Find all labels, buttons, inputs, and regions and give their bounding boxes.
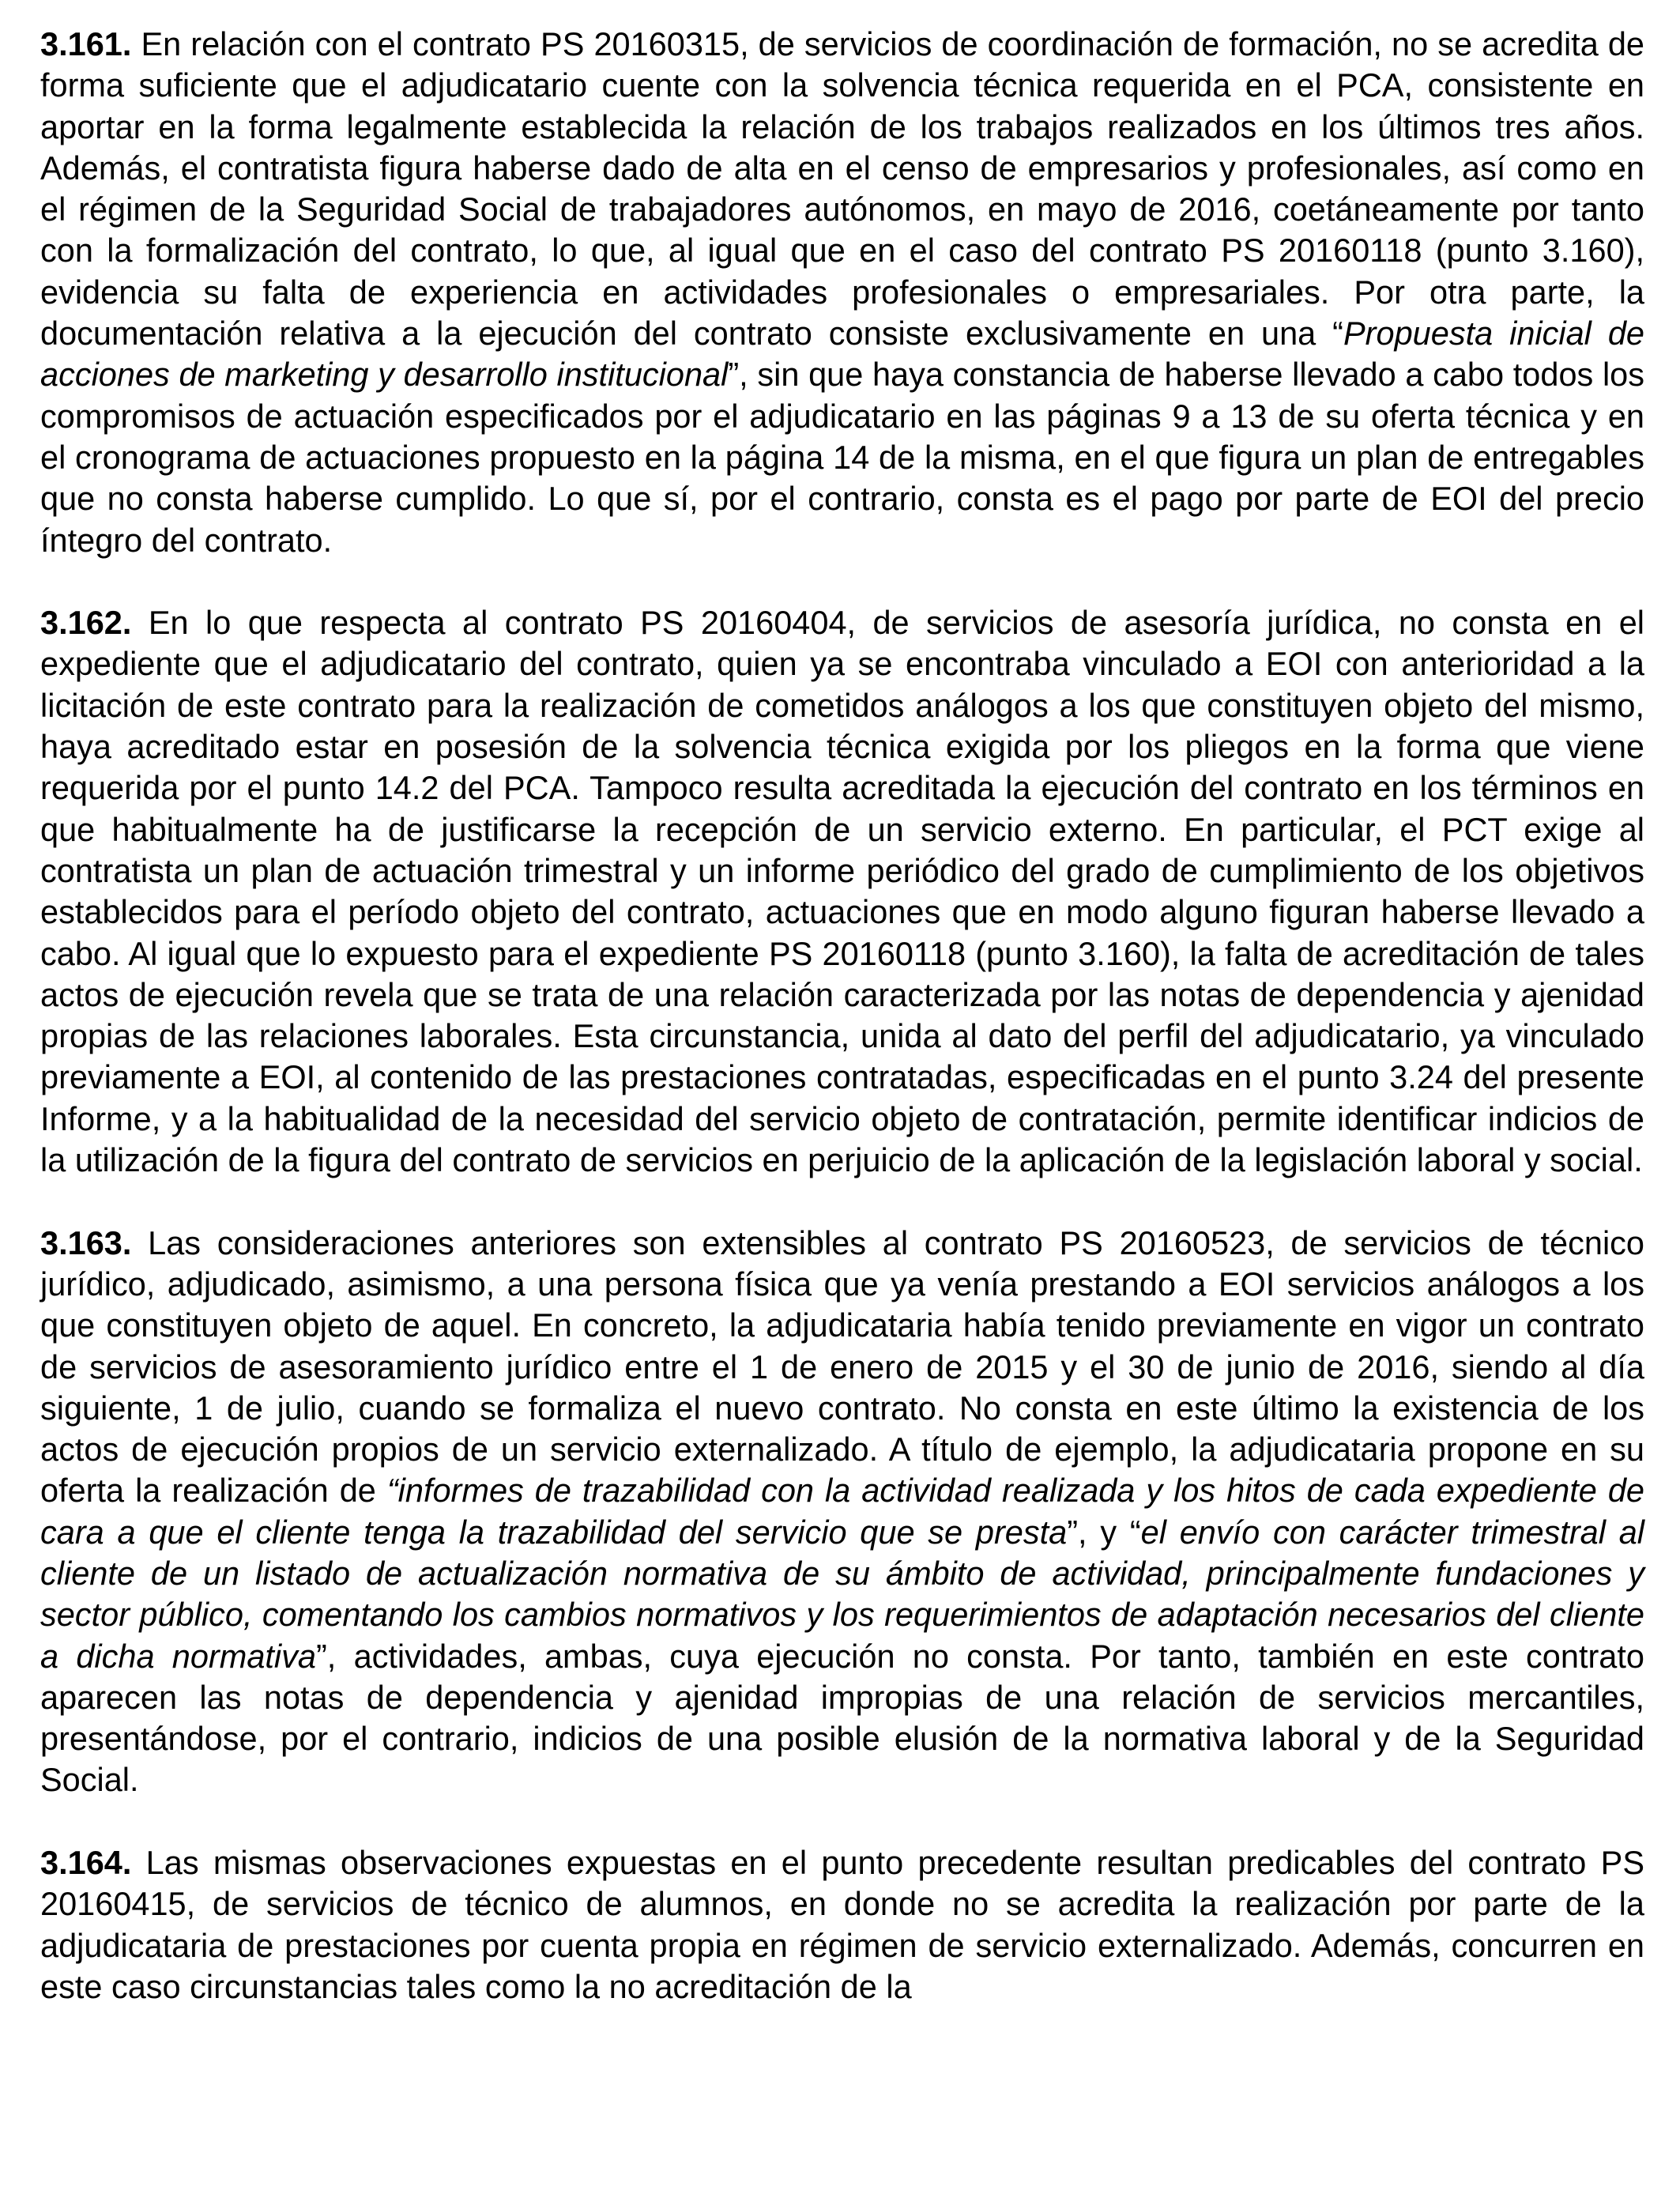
paragraph-3-163	[40, 1223, 1644, 1801]
paragraph-text-segment: Las mismas observaciones expuestas en el punto precedente resultan predicables del contrato PS 20160415, de servicios de técnico de alumnos, en donde no se acredita la realización por parte de la adjudicataria de prestaciones por cuenta propia en régimen de servicio externalizado. Además, concurren en este caso circunstancias tales como la no acreditación de la	[40, 1844, 1644, 2005]
paragraph-number: 3.163.	[40, 1223, 132, 1261]
paragraph-text-segment: ”, y “	[1067, 1513, 1141, 1551]
paragraph-number: 3.164.	[40, 1844, 132, 1882]
paragraph-italic-quote: “informes de trazabilidad con la actividad realizada y los hitos de cada expediente de cara a que el cliente tenga la trazabilidad del servicio que se presta	[40, 1472, 1644, 1551]
paragraph-text-segment: ”, sin que haya constancia de haberse llevado a cabo todos los compromisos de actuación especificados por el adjudicatario en las páginas 9 a 13 de su oferta técnica y en el cronograma de actuaciones propuesto en la página 14 de la misma, en el que figura un plan de entregables que no consta haberse cumplido. Lo que sí, por el contrario, consta es el pago por parte de EOI del precio íntegro del contrato.	[40, 356, 1644, 559]
paragraph-3-162	[40, 602, 1644, 1181]
paragraph-text-segment: Las consideraciones anteriores son extensibles al contrato PS 20160523, de servicios de técnico jurídico, adjudicado, asimismo, a una persona física que ya venía prestando a EOI servicios análogos a los que constituyen objeto de aquel. En concreto, la adjudicataria había tenido previamente en vigor un contrato de servicios de asesoramiento jurídico entre el 1 de enero de 2015 y el 30 de junio de 2016, siendo al día siguiente, 1 de julio, cuando se formaliza el nuevo contrato. No consta en este último la existencia de los actos de ejecución propios de un servicio externalizado. A título de ejemplo, la adjudicataria propone en su oferta la realización de	[40, 1223, 1644, 1510]
paragraph-text-segment: ”, actividades, ambas, cuya ejecución no consta. Por tanto, también en este contrato aparecen las notas de dependencia y ajenidad impropias de una relación de servicios mercantiles, presentándose, por el contrario, indicios de una posible elusión de la normativa laboral y de la Seguridad Social.	[40, 1637, 1644, 1799]
paragraph-number: 3.162.	[40, 604, 132, 642]
document-page	[40, 24, 1644, 2007]
paragraph-3-164	[40, 1842, 1644, 2007]
paragraph-text-segment: En lo que respecta al contrato PS 20160404, de servicios de asesoría jurídica, no consta en el expediente que el adjudicatario del contrato, quien ya se encontraba vinculado a EOI con anterioridad a la licitación de este contrato para la realización de cometidos análogos a los que constituyen objeto del mismo, haya acreditado estar en posesión de la solvencia técnica exigida por los pliegos en la forma que viene requerida por el punto 14.2 del PCA. Tampoco resulta acreditada la ejecución del contrato en los términos en que habitualmente ha de justificarse la recepción de un servicio externo. En particular, el PCT exige al contratista un plan de actuación trimestral y un informe periódico del grado de cumplimiento de los objetivos establecidos para el período objeto del contrato, actuaciones que en modo alguno figuran haberse llevado a cabo. Al igual que lo expuesto para el expediente PS 20160118 (punto 3.160), la falta de acreditación de tales actos de ejecución revela que se trata de una relación caracterizada por las notas de dependencia y ajenidad propias de las relaciones laborales. Esta circunstancia, unida al dato del perfil del adjudicatario, ya vinculado previamente a EOI, al contenido de las prestaciones contratadas, especificadas en el punto 3.24 del presente Informe, y a la habitualidad de la necesidad del servicio objeto de contratación, permite identificar indicios de la utilización de la figura del contrato de servicios en perjuicio de la aplicación de la legislación laboral y social.	[40, 604, 1644, 1179]
paragraph-number: 3.161.	[40, 25, 132, 62]
paragraph-text-segment: En relación con el contrato PS 20160315, de servicios de coordinación de formación, no se acredita de forma suficiente que el adjudicatario cuente con la solvencia técnica requerida en el PCA, consistente en aportar en la forma legalmente establecida la relación de los trabajos realizados en los últimos tres años. Además, el contratista figura haberse dado de alta en el censo de empresarios y profesionales, así como en el régimen de la Seguridad Social de trabajadores autónomos, en mayo de 2016, coetáneamente por tanto con la formalización del contrato, lo que, al igual que en el caso del contrato PS 20160118 (punto 3.160), evidencia su falta de experiencia en actividades profesionales o empresariales. Por otra parte, la documentación relativa a la ejecución del contrato consiste exclusivamente en una “	[40, 25, 1644, 352]
paragraph-italic-quote: el envío con carácter trimestral al cliente de un listado de actualización normativa de su ámbito de actividad, principalmente fundaciones y sector público, comentando los cambios normativos y los requerimientos de adaptación necesarios del cliente a dicha normativa	[40, 1513, 1645, 1675]
paragraph-italic-quote: Propuesta inicial de acciones de marketing y desarrollo institucional	[40, 315, 1644, 394]
paragraph-3-161	[40, 24, 1644, 561]
